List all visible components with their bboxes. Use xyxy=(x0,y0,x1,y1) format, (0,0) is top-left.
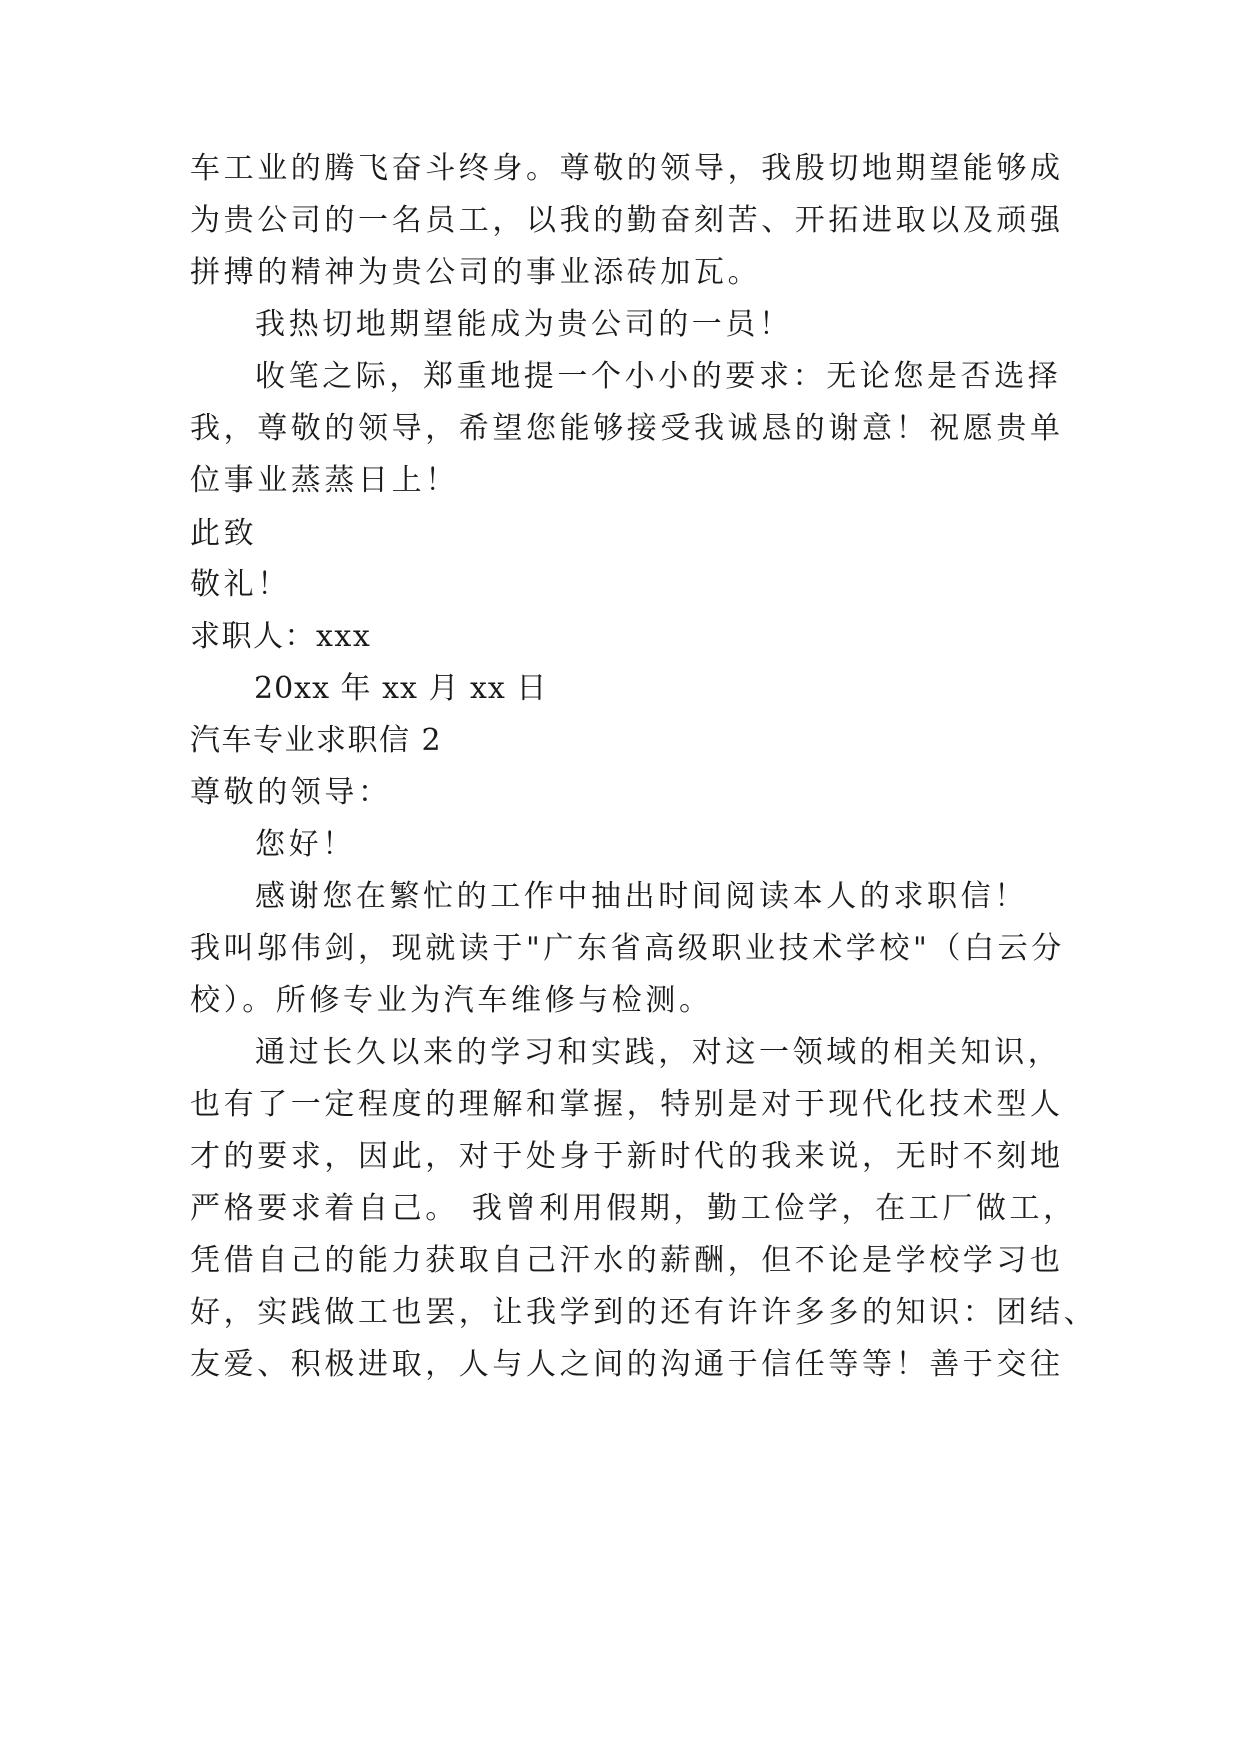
hope-paragraph: 我热切地期望能成为贵公司的一员！ xyxy=(255,307,793,342)
body-paragraph-line: 凭借自己的能力获取自己汗水的薪酬，但不论是学校学习也 xyxy=(190,1243,1064,1278)
body-paragraph-line: 友爱、积极进取，人与人之间的沟通于信任等等！善于交往 xyxy=(190,1347,1064,1382)
body-paragraph-line: 严格要求着自己。 我曾利用假期，勤工俭学，在工厂做工， xyxy=(190,1191,1077,1226)
paragraph-line: 拼搏的精神为贵公司的事业添砖加瓦。 xyxy=(190,255,762,290)
signature: 求职人：xxx xyxy=(190,619,372,654)
body-paragraph-line: 也有了一定程度的理解和掌握，特别是对于现代化技术型人 xyxy=(190,1087,1064,1122)
closing-regards: 敬礼！ xyxy=(190,567,291,602)
greeting: 尊敬的领导： xyxy=(190,775,392,810)
request-paragraph-line: 位事业蒸蒸日上！ xyxy=(190,463,459,498)
intro-paragraph-line: 感谢您在繁忙的工作中抽出时间阅读本人的求职信！ xyxy=(255,879,1028,914)
body-paragraph-line: 通过长久以来的学习和实践，对这一领域的相关知识， xyxy=(255,1035,1062,1070)
request-paragraph-line: 我，尊敬的领导，希望您能够接受我诚恳的谢意！祝愿贵单 xyxy=(190,411,1064,446)
date-line: 20xx 年 xx 月 xx 日 xyxy=(254,671,548,706)
intro-paragraph-line: 校）。所修专业为汽车维修与检测。 xyxy=(190,983,713,1018)
letter-title: 汽车专业求职信 2 xyxy=(190,723,443,758)
paragraph-line: 车工业的腾飞奋斗终身。尊敬的领导，我殷切地期望能够成 xyxy=(190,151,1064,186)
request-paragraph-line: 收笔之际，郑重地提一个小小的要求：无论您是否选择 xyxy=(255,359,1062,394)
paragraph-line: 为贵公司的一名员工，以我的勤奋刻苦、开拓进取以及顽强 xyxy=(190,203,1064,238)
hello-line: 您好！ xyxy=(255,827,356,862)
closing-salutation: 此致 xyxy=(190,516,258,551)
body-paragraph-line: 才的要求，因此，对于处身于新时代的我来说，无时不刻地 xyxy=(190,1139,1064,1174)
body-paragraph-line: 好，实践做工也罢，让我学到的还有许许多多的知识：团结、 xyxy=(190,1295,1098,1330)
intro-paragraph-line: 我叫邬伟剑，现就读于"广东省高级职业技术学校"（白云分 xyxy=(190,931,1065,966)
